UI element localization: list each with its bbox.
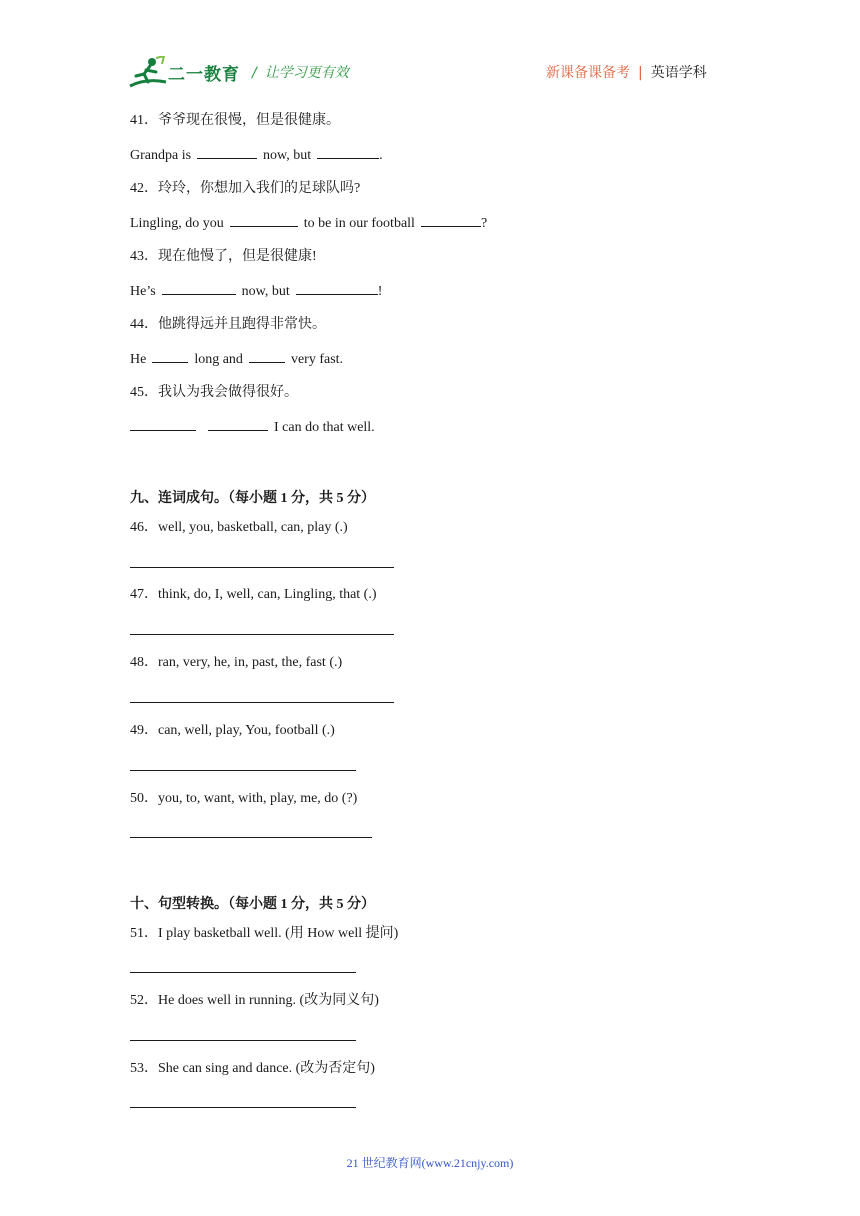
section-10-title: 十、句型转换。（每小题 1 分，共 5 分） — [130, 897, 375, 912]
question-text: you, to, want, with, play, me, do (?) — [158, 791, 358, 806]
question-number: 42． — [130, 181, 158, 196]
question-number: 44． — [130, 317, 158, 332]
header-subject — [546, 62, 707, 82]
question-number: 52． — [130, 993, 158, 1008]
question-41-sentence — [130, 146, 383, 165]
sentence-part: Lingling, do you — [130, 216, 224, 231]
question-43-prompt — [130, 248, 317, 266]
question-43-sentence — [130, 282, 382, 301]
answer-line[interactable] — [130, 634, 394, 635]
answer-line[interactable] — [130, 567, 394, 568]
sentence-part: now, but — [241, 284, 290, 299]
sentence-part: to be in our football — [303, 216, 415, 231]
question-number: 53． — [130, 1061, 158, 1076]
question-number: 43． — [130, 249, 158, 264]
sentence-part: He — [130, 352, 147, 367]
answer-blank[interactable] — [249, 350, 285, 363]
sentence-part: long and — [194, 352, 243, 367]
slogan — [252, 62, 349, 82]
sentence-part: . — [379, 148, 383, 163]
question-text: 玲玲，你想加入我们的足球队吗? — [158, 181, 361, 196]
question-52 — [130, 992, 379, 1010]
question-50 — [130, 790, 357, 808]
question-number: 48． — [130, 655, 158, 670]
question-text: can, well, play, You, football (.) — [158, 723, 335, 738]
brand-logo — [128, 56, 240, 90]
question-text: 我认为我会做得很好。 — [158, 385, 298, 400]
answer-blank[interactable] — [421, 214, 481, 227]
sentence-part: I can do that well. — [274, 420, 375, 435]
question-text: 爷爷现在很慢，但是很健康。 — [158, 113, 340, 128]
footer-link[interactable]: 21 世纪教育网(www.21cnjy.com) — [346, 1156, 514, 1170]
question-47 — [130, 586, 377, 604]
slogan-separator: / — [252, 65, 257, 81]
question-number: 49． — [130, 723, 158, 738]
question-42-sentence — [130, 214, 487, 233]
answer-blank[interactable] — [162, 282, 236, 295]
answer-blank[interactable] — [296, 282, 378, 295]
question-45-prompt — [130, 384, 298, 402]
question-number: 45． — [130, 385, 158, 400]
answer-blank[interactable] — [317, 146, 379, 159]
answer-line[interactable] — [130, 837, 372, 838]
sentence-part: He’s — [130, 284, 156, 299]
answer-blank[interactable] — [152, 350, 188, 363]
question-text: well, you, basketball, can, play (.) — [158, 520, 348, 535]
question-text: think, do, I, well, can, Lingling, that (.) — [158, 587, 377, 602]
sentence-part: now, but — [263, 148, 312, 163]
slogan-text: 让学习更有效 — [264, 65, 349, 81]
answer-line[interactable] — [130, 972, 356, 973]
question-46 — [130, 519, 348, 537]
sentence-part: Grandpa is — [130, 148, 192, 163]
sentence-part: very fast. — [290, 352, 344, 367]
question-text: She can sing and dance. (改为否定句) — [158, 1061, 375, 1076]
section-9-title: 九、连词成句。（每小题 1 分，共 5 分） — [130, 491, 375, 506]
header-divider: | — [638, 65, 643, 81]
question-48 — [130, 654, 342, 672]
header-course: 新课备课备考 — [546, 65, 630, 81]
question-number: 41． — [130, 113, 158, 128]
question-42-prompt — [130, 180, 360, 198]
answer-blank[interactable] — [197, 146, 257, 159]
sentence-part: ? — [480, 216, 488, 231]
question-number: 50． — [130, 791, 158, 806]
runner-icon — [128, 56, 168, 90]
question-number: 47． — [130, 587, 158, 602]
logo-text: 二一教育 — [168, 65, 240, 85]
question-text: 他跳得远并且跑得非常快。 — [158, 317, 326, 332]
answer-blank[interactable] — [130, 418, 196, 431]
question-number: 46． — [130, 520, 158, 535]
answer-line[interactable] — [130, 770, 356, 771]
question-44-prompt — [130, 316, 326, 334]
question-53 — [130, 1060, 375, 1078]
question-text: I play basketball well. (用 How well 提问) — [158, 926, 399, 941]
answer-blank[interactable] — [208, 418, 268, 431]
answer-line[interactable] — [130, 1107, 356, 1108]
header-subject-label: 英语学科 — [650, 65, 707, 81]
question-text: ran, very, he, in, past, the, fast (.) — [158, 655, 343, 670]
question-49 — [130, 722, 335, 740]
sentence-part: ! — [377, 284, 383, 299]
question-44-sentence — [130, 350, 343, 369]
question-45-sentence — [130, 418, 375, 437]
question-number: 51． — [130, 926, 158, 941]
answer-line[interactable] — [130, 1040, 356, 1041]
question-41-prompt — [130, 112, 340, 130]
answer-line[interactable] — [130, 702, 394, 703]
question-51 — [130, 925, 398, 943]
question-text: 现在他慢了，但是很健康! — [158, 249, 317, 264]
question-text: He does well in running. (改为同义句) — [158, 993, 379, 1008]
answer-blank[interactable] — [230, 214, 298, 227]
